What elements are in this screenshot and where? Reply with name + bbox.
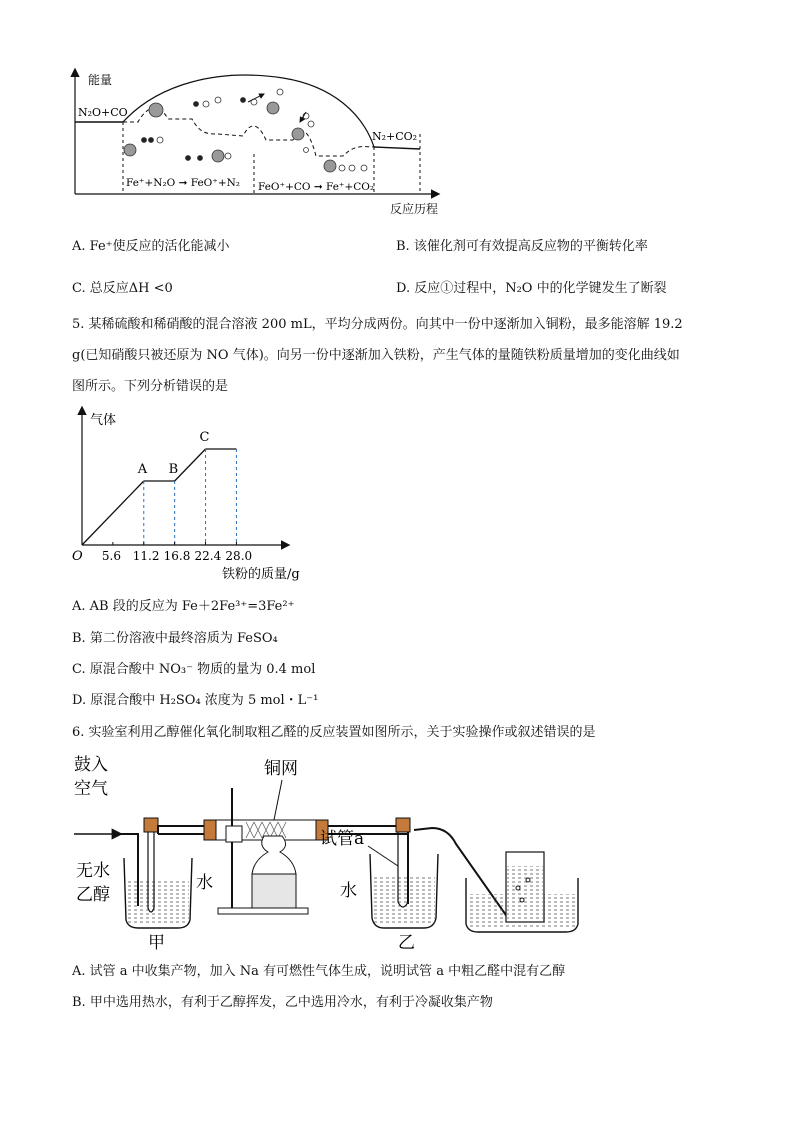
water-right-label: 水 — [340, 881, 357, 901]
q5-option-d: D. 原混合酸中 H₂SO₄ 浓度为 5 mol・L⁻¹ — [72, 693, 319, 708]
air-label-2: 空气 — [74, 779, 108, 799]
q5-stem-line2: g(已知硝酸只被还原为 NO 气体)。向另一份中逐渐加入铁粉，产生气体的量随铁粉质量增加的变化曲线如 — [72, 348, 680, 363]
q5-x-tick-label: 28.0 — [225, 549, 253, 563]
q5-option-c: C. 原混合酸中 NO₃⁻ 物质的量为 0.4 mol — [72, 662, 316, 677]
q5-option-b: B. 第二份溶液中最终溶质为 FeSO₄ — [72, 631, 278, 646]
q5-point-label: B — [168, 462, 179, 477]
q4-option-a: A. Fe⁺使反应的活化能减小 — [72, 239, 230, 254]
q5-series-segment — [82, 481, 144, 545]
q5-point-label: A — [137, 462, 148, 477]
q5-stem-line1: 5. 某稀硫酸和稀硝酸的混合溶液 200 mL，平均分成两份。向其中一份中逐渐加入铜粉，最多能溶解 19.2 — [72, 317, 683, 332]
q6-option-a: A. 试管 a 中收集产物，加入 Na 有可燃性气体生成，说明试管 a 中粗乙醛中混有乙醇 — [72, 964, 566, 979]
q5-y-label: 气体 — [90, 413, 117, 428]
lab-apparatus-diagram — [68, 748, 588, 954]
q5-x-tick-label: 16.8 — [163, 549, 191, 563]
anhydrous-label-1: 无水 — [76, 861, 110, 881]
q6-option-b: B. 甲中选用热水，有利于乙醇挥发，乙中选用冷水，有利于冷凝收集产物 — [72, 995, 493, 1010]
q5-option-a: A. AB 段的反应为 Fe＋2Fe³⁺=3Fe²⁺ — [72, 599, 295, 614]
q6-stem: 6. 实验室利用乙醇催化氧化制取粗乙醛的反应装置如图所示，关于实验操作或叙述错误的是 — [72, 725, 596, 740]
reaction-coordinate-label: 反应历程 — [390, 202, 439, 216]
molecule-models — [124, 89, 367, 172]
beaker-jia-label: 甲 — [148, 933, 165, 953]
q5-x-label: 铁粉的质量/g — [222, 567, 300, 582]
copper-mesh-label: 铜网 — [264, 759, 298, 779]
q5-x-tick-label: 5.6 — [101, 549, 121, 563]
q5-series-segment — [175, 449, 206, 481]
q4-option-c: C. 总反应ΔH <0 — [72, 281, 173, 296]
q5-x-tick-label: 11.2 — [132, 549, 160, 563]
water-left-label: 水 — [196, 873, 213, 893]
q4-option-d: D. 反应①过程中，N₂O 中的化学键发生了断裂 — [396, 281, 667, 296]
q5-x-tick-label: 22.4 — [194, 549, 222, 563]
q5-origin-label: O — [72, 549, 83, 564]
step1-label: Fe⁺+N₂O ➞ FeO⁺+N₂ — [126, 177, 241, 189]
air-label-1: 鼓入 — [74, 755, 108, 775]
beaker-yi-label: 乙 — [398, 933, 415, 953]
q5-stem-line3: 图所示。下列分析错误的是 — [72, 379, 229, 394]
step2-label: FeO⁺+CO ➞ Fe⁺+CO₂ — [258, 181, 375, 193]
q5-point-label: C — [199, 430, 210, 445]
reactants-label: N₂O+CO — [78, 106, 128, 119]
q4-option-b: B. 该催化剂可有效提高反应物的平衡转化率 — [396, 239, 648, 254]
anhydrous-label-2: 乙醇 — [76, 885, 110, 905]
products-label: N₂+CO₂ — [372, 130, 418, 143]
gas-vs-iron-graph — [60, 400, 310, 590]
energy-axis-label: 能量 — [88, 73, 113, 87]
test-tube-a-label: 试管a — [320, 829, 365, 849]
